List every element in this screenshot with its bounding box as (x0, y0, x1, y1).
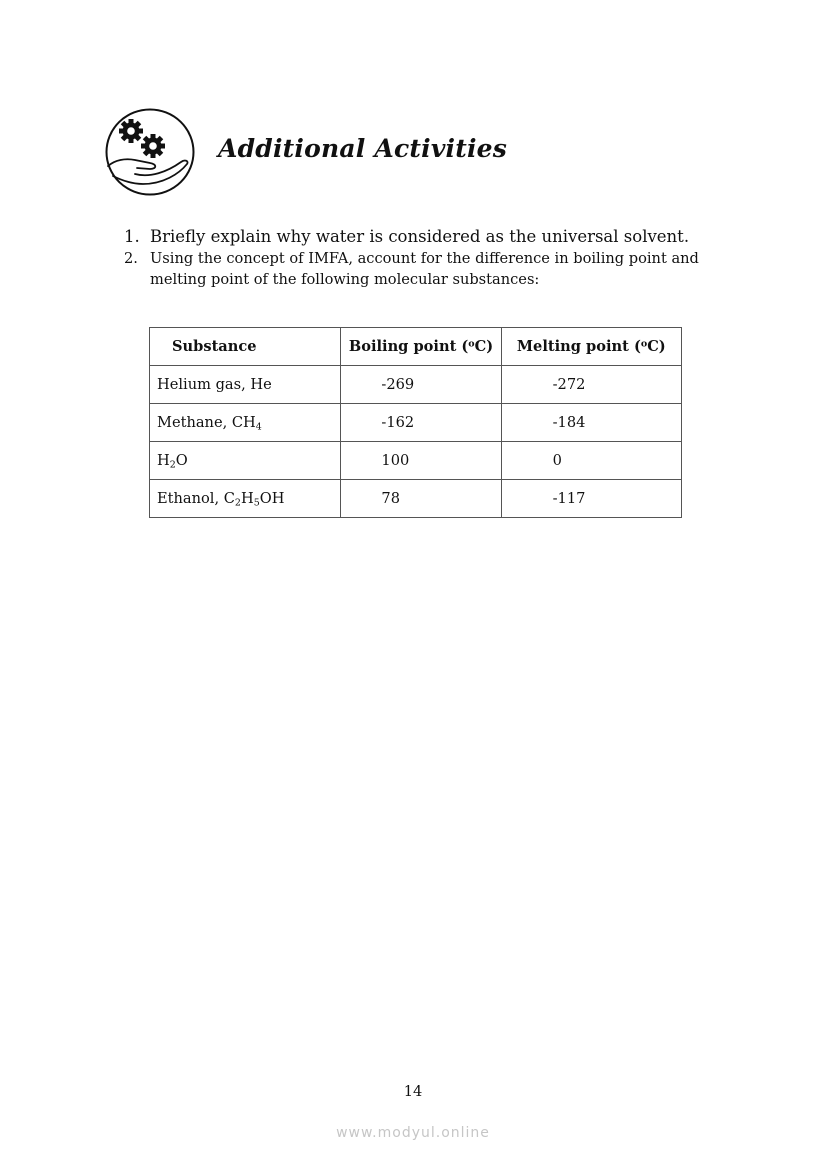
activity-list (124, 226, 724, 290)
table-header-row (150, 328, 682, 366)
substance-table (149, 327, 682, 518)
cell-substance: $H_2O$ (150, 442, 341, 480)
cell-substance: Ethanol, $C_2H_5OH$ (150, 480, 341, 518)
cell-melting-point: -272 (501, 366, 681, 404)
activity-item (124, 226, 724, 247)
page-number: 14 (403, 1083, 423, 1100)
watermark: www.modyul.online (336, 1125, 490, 1141)
section-title: Additional Activities (218, 134, 508, 163)
table-row (150, 442, 682, 480)
header-boiling-point: Boiling point ($^o$C) (341, 328, 501, 366)
cell-substance: Methane, $CH_4$ (150, 404, 341, 442)
header-substance: Substance (150, 328, 341, 366)
cell-melting-point: 0 (501, 442, 681, 480)
table-row (150, 404, 682, 442)
cell-boiling-point: -162 (341, 404, 501, 442)
cell-melting-point: -117 (501, 480, 681, 518)
item-text: Using the concept of IMFA, account for the difference in boiling point and melting point of the following molecular substances: (150, 250, 699, 288)
cell-substance: Helium gas, He (150, 366, 341, 404)
item-number: 1. (124, 227, 140, 246)
cell-boiling-point: -269 (341, 366, 501, 404)
gears-in-hand-icon (105, 108, 195, 196)
cell-melting-point: -184 (501, 404, 681, 442)
item-text: Briefly explain why water is considered as the universal solvent. (150, 227, 690, 246)
cell-boiling-point: 78 (341, 480, 501, 518)
table-row (150, 480, 682, 518)
table-row (150, 366, 682, 404)
activity-item (124, 248, 724, 290)
cell-boiling-point: 100 (341, 442, 501, 480)
header-melting-point: Melting point ($^o$C) (501, 328, 681, 366)
item-number: 2. (124, 250, 138, 267)
